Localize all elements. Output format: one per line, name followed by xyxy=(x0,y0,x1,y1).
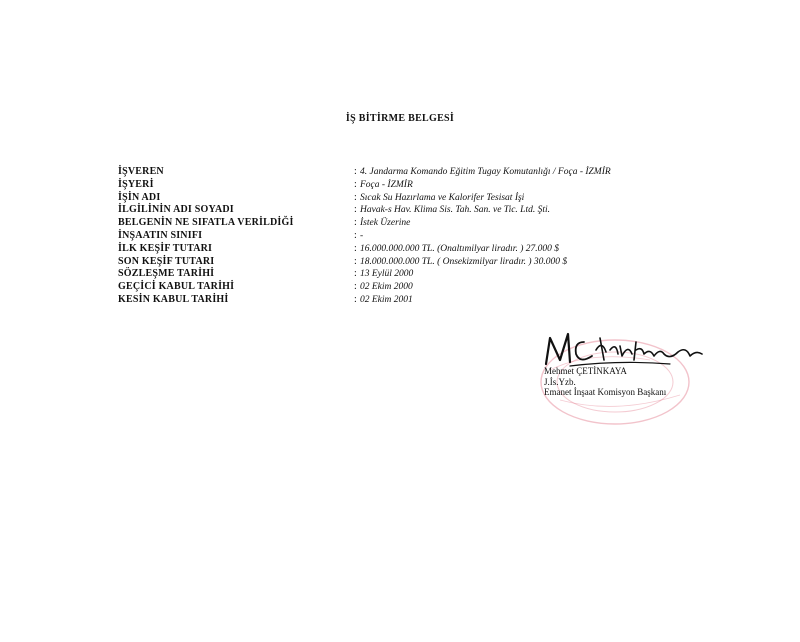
info-label: GEÇİCİ KABUL TARİHİ xyxy=(118,281,235,293)
info-value: - xyxy=(360,230,364,241)
info-separator: : xyxy=(354,178,357,190)
info-label: İŞİN ADI xyxy=(118,191,161,203)
info-separator: : xyxy=(354,255,357,267)
info-value: 02 Ekim 2000 xyxy=(360,282,413,293)
info-value: 4. Jandarma Komando Eğitim Tugay Komutanlığı / Foça - İZMİR xyxy=(360,167,611,177)
info-row xyxy=(118,281,738,294)
info-table xyxy=(118,166,738,307)
info-row xyxy=(118,256,738,269)
info-row xyxy=(118,204,738,217)
info-label: BELGENİN NE SIFATLA VERİLDİĞİ xyxy=(118,217,294,229)
info-row xyxy=(118,268,738,281)
signatory-name: Mehmet ÇETİNKAYA xyxy=(544,366,627,376)
info-label: İŞVEREN xyxy=(118,166,164,177)
info-label: İNŞAATIN SINIFI xyxy=(118,229,203,241)
info-label: İŞYERİ xyxy=(118,178,154,190)
info-separator: : xyxy=(354,229,357,241)
info-row xyxy=(118,243,738,256)
info-separator: : xyxy=(354,242,357,254)
info-value: İstek Üzerine xyxy=(360,218,411,229)
info-separator: : xyxy=(354,217,357,229)
info-label: İLK KEŞİF TUTARI xyxy=(118,242,213,254)
info-row xyxy=(118,179,738,192)
info-row xyxy=(118,192,738,205)
info-value: Havak-s Hav. Klima Sis. Tah. San. ve Tic. Ltd. Şti. xyxy=(360,205,550,216)
signatory-rank: J.İs.Yzb. xyxy=(544,376,576,387)
info-value: Foça - İZMİR xyxy=(360,179,413,190)
info-row xyxy=(118,230,738,243)
document-title: İŞ BİTİRME BELGESİ xyxy=(345,113,455,124)
info-separator: : xyxy=(354,268,357,280)
info-row xyxy=(118,166,738,179)
info-label: İLGİLİNİN ADI SOYADI xyxy=(118,204,234,216)
info-value: Sıcak Su Hazırlama ve Kalorifer Tesisat İşi xyxy=(360,192,525,203)
info-row xyxy=(118,217,738,230)
info-value: 02 Ekim 2001 xyxy=(360,294,413,305)
info-separator: : xyxy=(354,293,357,305)
info-label: SON KEŞİF TUTARI xyxy=(118,255,215,267)
info-separator: : xyxy=(354,204,357,216)
info-separator: : xyxy=(354,166,357,177)
info-separator: : xyxy=(354,191,357,203)
info-separator: : xyxy=(354,281,357,293)
info-value: 13 Eylül 2000 xyxy=(360,269,414,280)
info-label: SÖZLEŞME TARİHİ xyxy=(118,268,215,280)
signatory-block xyxy=(544,366,666,398)
info-label: KESİN KABUL TARİHİ xyxy=(118,293,229,305)
info-row xyxy=(118,294,738,307)
info-value: 18.000.000.000 TL. ( Onsekizmilyar liradır. ) 30.000 $ xyxy=(360,256,568,267)
info-value: 16.000.000.000 TL. (Onaltımilyar liradır. ) 27.000 $ xyxy=(360,243,559,254)
signatory-role: Emanet İnşaat Komisyon Başkanı xyxy=(544,387,667,397)
